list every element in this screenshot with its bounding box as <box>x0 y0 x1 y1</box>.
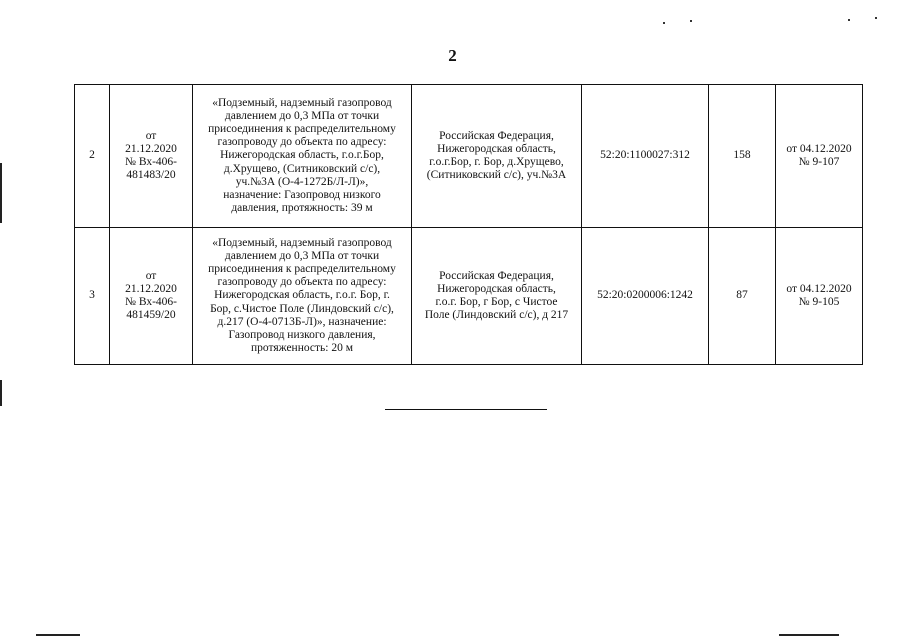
page-number: 2 <box>448 46 457 65</box>
description-line: д.Хрущево, (Ситниковский с/с), <box>223 162 381 175</box>
address-line: Нижегородская область, <box>437 142 556 155</box>
order-line: от 04.12.2020 <box>786 142 852 155</box>
address-line: Российская Федерация, <box>439 269 554 282</box>
description-line: газопроводу до объекта по адресу: <box>217 276 387 289</box>
object-description-cell <box>193 85 412 228</box>
scan-artifact <box>0 163 2 223</box>
scan-artifact <box>36 634 80 636</box>
description-line: уч.№3А (О-4-1272Б/Л-Л)», <box>235 175 369 188</box>
description-line: давления, протяжность: 39 м <box>231 202 373 215</box>
scan-artifact <box>0 380 2 406</box>
incoming-line: от <box>145 269 157 282</box>
address-line: Российская Федерация, <box>439 129 554 142</box>
description-line: Нижегородская область, г.о.г.Бор, <box>220 149 384 162</box>
description-line: «Подземный, надземный газопровод <box>212 236 392 249</box>
description-line: Нижегородская область, г.о.г. Бор, г. <box>214 289 390 302</box>
incoming-line: от <box>145 129 157 142</box>
incoming-line: 21.12.2020 <box>125 142 177 155</box>
address-line: г.о.г. Бор, г Бор, с Чистое <box>435 296 558 308</box>
cadastral-number-cell: 52:20:0200006:1242 <box>582 228 709 365</box>
incoming-line: № Вх-406- <box>124 156 178 168</box>
scan-speck <box>663 22 665 24</box>
description-line: давлением до 0,3 МПа от точки <box>224 109 380 122</box>
address-line: (Ситниковский с/с), уч.№3А <box>426 169 567 182</box>
description-line: Газопровод низкого давления, <box>228 329 376 341</box>
address-cell <box>412 85 582 228</box>
description-line: «Подземный, надземный газопровод <box>212 96 392 109</box>
description-line: газопроводу до объекта по адресу: <box>217 136 387 149</box>
order-line: от 04.12.2020 <box>786 282 852 295</box>
address-line: г.о.г.Бор, г. Бор, д.Хрущево, <box>429 156 564 168</box>
table-row <box>75 228 863 365</box>
incoming-line: 481483/20 <box>126 169 176 182</box>
description-line: Бор, с.Чистое Поле (Линдовский с/с), <box>210 302 394 315</box>
object-description-cell <box>193 228 412 365</box>
row-number-cell: 2 <box>75 85 110 228</box>
order-cell <box>776 228 863 365</box>
scan-artifact <box>779 634 839 636</box>
order-cell <box>776 85 863 228</box>
incoming-number-cell <box>110 228 193 365</box>
description-line: давлением до 0,3 МПа от точки <box>224 249 380 262</box>
address-line: Нижегородская область, <box>437 282 556 295</box>
scan-speck <box>875 17 877 19</box>
records-table <box>74 84 863 365</box>
incoming-line: № Вх-406- <box>124 296 178 308</box>
description-line: протяженность: 20 м <box>250 342 353 355</box>
description-line: назначение: Газопровод низкого <box>223 189 381 201</box>
quantity-cell: 87 <box>709 228 776 365</box>
description-line: присоединения к распределительному <box>208 122 396 135</box>
address-cell <box>412 228 582 365</box>
scan-speck <box>848 19 850 21</box>
row-number-cell: 3 <box>75 228 110 365</box>
address-line: Поле (Линдовский с/с), д 217 <box>424 309 569 322</box>
incoming-number-cell <box>110 85 193 228</box>
incoming-line: 21.12.2020 <box>125 282 177 295</box>
description-line: д.217 (О-4-0713Б-Л)», назначение: <box>217 315 387 328</box>
quantity-cell: 158 <box>709 85 776 228</box>
order-line: № 9-107 <box>798 156 840 168</box>
table-row <box>75 85 863 228</box>
incoming-line: 481459/20 <box>126 309 176 322</box>
cadastral-number-cell: 52:20:1100027:312 <box>582 85 709 228</box>
description-line: присоединения к распределительному <box>208 262 396 275</box>
order-line: № 9-105 <box>798 296 840 308</box>
closing-rule <box>385 409 547 410</box>
scan-speck <box>690 20 692 22</box>
